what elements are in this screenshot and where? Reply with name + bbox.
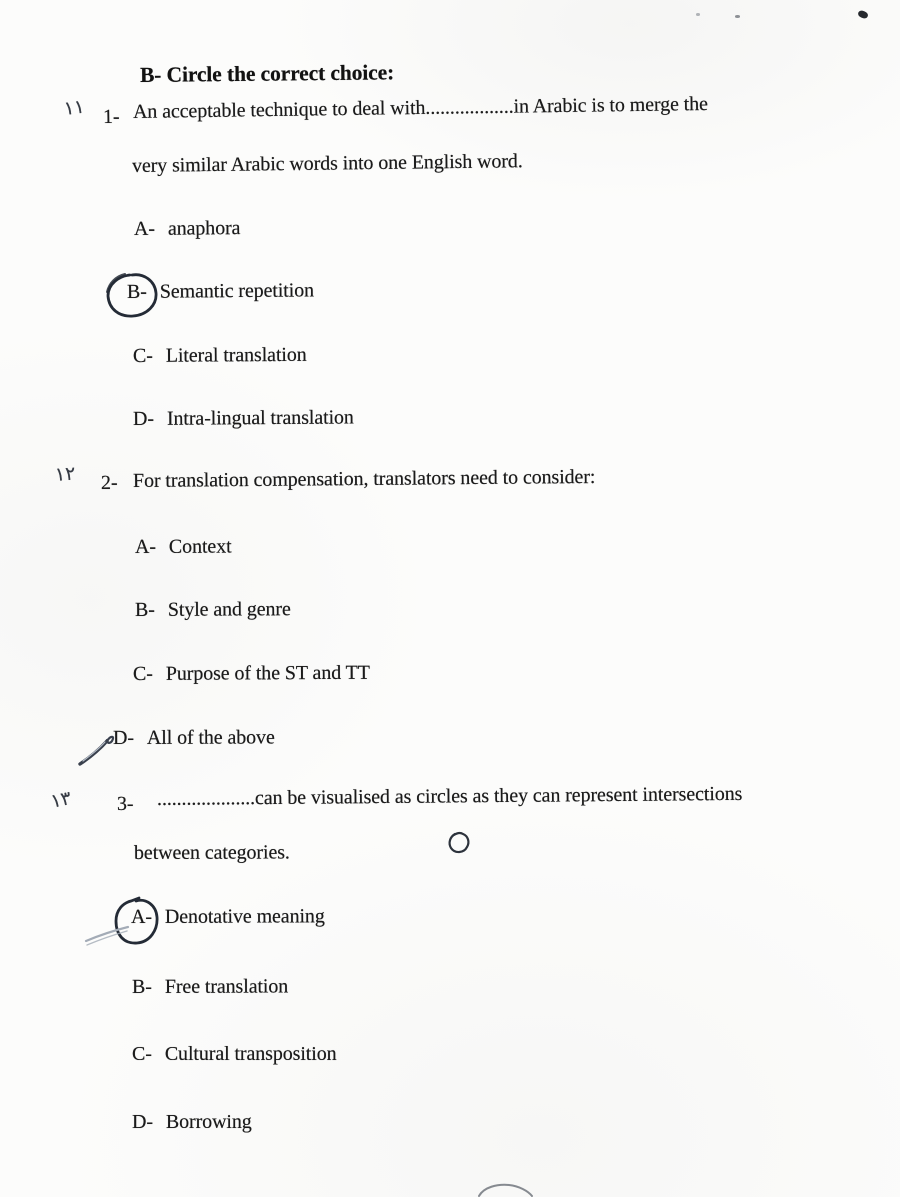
q3-option-a-letter: A-: [130, 905, 152, 928]
q3-margin-mark: ١٣: [48, 786, 74, 813]
q2-option-a-text: Context: [168, 535, 232, 558]
q3-option-d-text: Borrowing: [165, 1111, 252, 1133]
q2-option-d-letter: D-: [112, 726, 134, 749]
q2-margin-mark: ١٢: [54, 462, 77, 486]
q2-number: 2-: [100, 471, 118, 494]
scan-speck-top-right: [857, 9, 869, 19]
q2-option-a-letter: A-: [134, 535, 156, 558]
q3-option-d: [132, 1111, 252, 1134]
q1-text-line-2: very similar Arabic words into one English word.: [131, 150, 523, 177]
q3-option-d-letter: D-: [132, 1111, 153, 1133]
q3-text-line-2: between categories.: [133, 841, 290, 864]
q2-option-c-letter: C-: [132, 662, 153, 685]
q3-number: 3-: [116, 792, 134, 815]
q1-option-c-text: Literal translation: [165, 343, 307, 367]
q1-option-a-text: anaphora: [167, 217, 241, 240]
q1-option-b-text: Semantic repetition: [159, 279, 315, 303]
q1-option-d-letter: D-: [132, 407, 154, 430]
q2-option-b: [135, 598, 291, 622]
q2-option-d: [113, 726, 275, 750]
q3-option-b-letter: B-: [131, 975, 152, 998]
scan-speck-faint: [696, 13, 700, 16]
q2-option-c-text: Purpose of the ST and TT: [165, 661, 370, 685]
q1-option-d-text: Intra-lingual translation: [166, 406, 354, 430]
q3-option-c: [132, 1043, 337, 1066]
section-heading: B- Circle the correct choice:: [139, 60, 395, 87]
q2-option-b-letter: B-: [134, 598, 155, 621]
q2-text-line-1: For translation compensation, translators need to consider:: [132, 465, 596, 492]
q1-option-b-letter: B-: [126, 280, 147, 303]
q3-text-line-1: ....................can be visualised as circles as they can represent intersections: [156, 782, 743, 810]
q1-option-a-letter: A-: [133, 217, 155, 240]
q3-option-c-letter: C-: [132, 1043, 152, 1065]
q1-margin-mark: ١١: [62, 95, 86, 120]
q2-option-d-text: All of the above: [146, 726, 275, 749]
answer-circle-ink-q1b: [104, 271, 162, 321]
q2-option-b-text: Style and genre: [167, 598, 291, 621]
q3-option-b-text: Free translation: [164, 975, 289, 998]
q3-option-c-text: Cultural transposition: [164, 1043, 337, 1065]
q1-option-c: [133, 344, 307, 368]
q3-option-b: [132, 975, 288, 999]
q1-option-d: [133, 406, 354, 431]
pencil-stroke-q3a: [82, 919, 134, 947]
pen-tick-q2d: [76, 726, 120, 768]
circle-doodle: [446, 831, 472, 855]
scan-speck-small: [735, 15, 740, 18]
q1-option-c-letter: C-: [132, 344, 153, 367]
q1-text-line-1: An acceptable technique to deal with..................in Arabic is to merge the: [132, 92, 708, 123]
q2-option-c: [133, 662, 370, 686]
q1-number: 1-: [102, 105, 120, 128]
q1-option-a: [134, 217, 241, 241]
q2-option-a: [135, 535, 232, 559]
partial-circle-bottom-edge: [477, 1183, 535, 1197]
q3-option-a-text: Denotative meaning: [164, 905, 325, 928]
